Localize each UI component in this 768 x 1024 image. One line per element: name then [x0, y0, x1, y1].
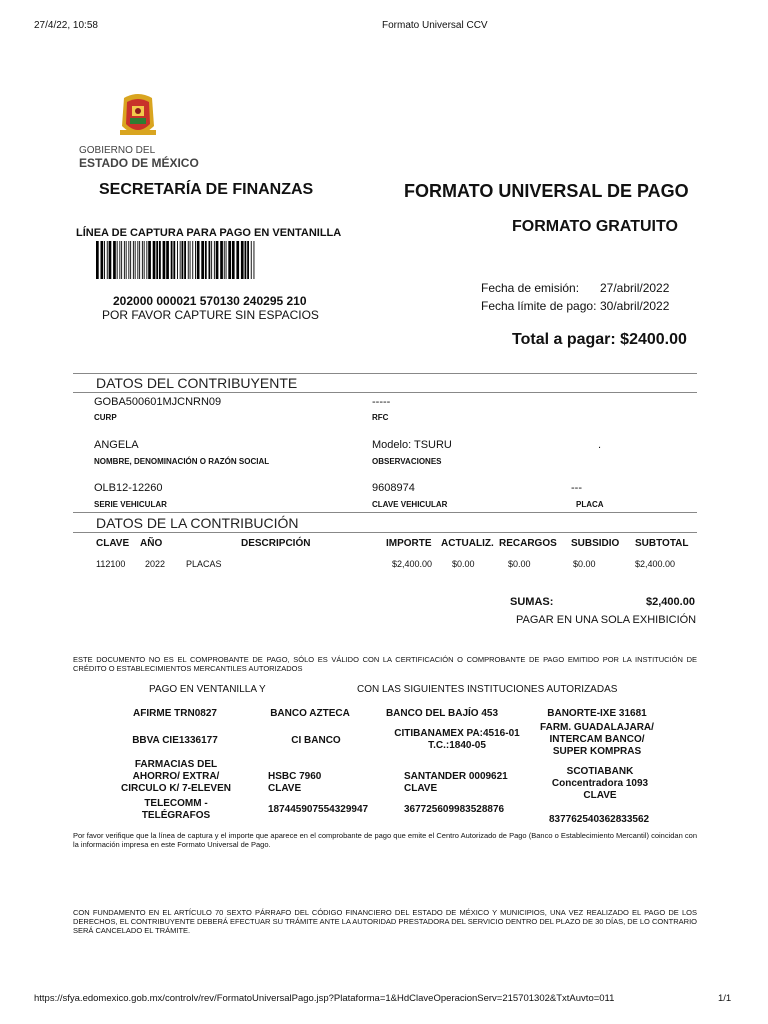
barcode-bar	[153, 241, 156, 279]
exhibicion-note: PAGAR EN UNA SOLA EXHIBICIÓN	[516, 614, 697, 626]
placa-value: ---	[571, 482, 582, 494]
barcode-bar	[101, 241, 104, 279]
total-a-pagar	[512, 331, 687, 349]
inst-bbva: BBVA CIE1336177	[132, 735, 218, 746]
santander-clave-value: 367725609983528876	[404, 804, 505, 815]
barcode-bar	[146, 241, 147, 279]
barcode-bar	[254, 241, 255, 279]
inst-scotiabank: SCOTIABANK Concentradora 1093 CLAVE	[551, 766, 649, 801]
inst-citibanamex: CITIBANAMEX PA:4516-01 T.C.:1840-05	[394, 728, 520, 751]
barcode-bar	[135, 241, 136, 279]
col-actualiz: ACTUALIZ.	[441, 538, 494, 549]
formato-title: FORMATO UNIVERSAL DE PAGO	[404, 181, 689, 201]
rfc-value: -----	[372, 396, 391, 408]
barcode-bar	[163, 241, 166, 279]
linea-captura-label: LÍNEA DE CAPTURA PARA PAGO EN VENTANILLA	[76, 227, 342, 239]
logo-line1: GOBIERNO DEL	[79, 145, 156, 156]
barcode-bar	[205, 241, 207, 279]
capture-note: POR FAVOR CAPTURE SIN ESPACIOS	[102, 308, 319, 322]
barcode-bar	[148, 241, 151, 279]
barcode-bar	[166, 241, 169, 279]
col-clave: CLAVE	[96, 538, 130, 549]
notice-verificacion: Por favor verifique que la línea de captura y el importe que aparece en el comprobante de pago que emite el Centro Autorizado de Pago (Banco o Establecimiento Mercantil) coincidan con la información impresa en este Formato Universal de Pago.	[73, 831, 697, 849]
contribuyente-title: DATOS DEL CONTRIBUYENTE	[96, 375, 298, 391]
nombre-value: ANGELA	[94, 439, 139, 451]
row-clave: 112100	[96, 559, 126, 569]
row-subtotal: $2,400.00	[635, 559, 676, 569]
total-label: Total a pagar:	[512, 331, 616, 348]
barcode-bar	[247, 241, 249, 279]
barcode-bar	[232, 241, 235, 279]
clave-vehicular-label: CLAVE VEHICULAR	[372, 500, 448, 509]
barcode-bar	[177, 241, 178, 279]
barcode	[96, 241, 326, 279]
barcode-bar	[216, 241, 219, 279]
barcode-bar	[142, 241, 143, 279]
barcode-bar	[121, 241, 122, 279]
linea-captura-number: 202000 000021 570130 240295 210	[113, 294, 307, 308]
barcode-bar	[188, 241, 189, 279]
divider-contribuyente-top	[73, 373, 697, 374]
fecha-emision-label: Fecha de emisión:	[481, 281, 580, 295]
barcode-bar	[190, 241, 191, 279]
barcode-bar	[220, 241, 223, 279]
barcode-bar	[144, 241, 145, 279]
observaciones-value: Modelo: TSURU	[372, 439, 452, 451]
inst-azteca: BANCO AZTECA	[270, 708, 350, 719]
barcode-bar	[192, 241, 193, 279]
inst-farmacias-ahorro: FARMACIAS DEL AHORRO/ EXTRA/ CIRCULO K/ 7-ELEVEN	[120, 759, 231, 794]
barcode-bar	[139, 241, 140, 279]
col-importe: IMPORTE	[386, 538, 432, 549]
barcode-bar	[107, 241, 108, 279]
pago-ventanilla: PAGO EN VENTANILLA Y	[149, 684, 266, 695]
barcode-bar	[113, 241, 116, 279]
barcode-bar	[171, 241, 173, 279]
barcode-bar	[182, 241, 184, 279]
notice-fundamento: CON FUNDAMENTO EN EL ARTÍCULO 70 SEXTO PÁRRAFO DEL CÓDIGO FINANCIERO DEL ESTADO DE MÉXICO Y MUNICIPIOS, UNA VEZ REALIZADO EL PAGO DE LOS DERECHOS, EL CONTRIBUYENTE DEBERÁ EFECTUAR SU TRÁMITE ANTE LA AUTORIDAD PRESTADORA DEL SERVICIO DENTRO DEL PLAZO DE 30 DÍAS, DE LO CONTRARIO SERÁ CANCELADO EL TRÁMITE.	[73, 908, 697, 935]
barcode-bar	[226, 241, 227, 279]
col-recargos: RECARGOS	[499, 538, 557, 549]
inst-afirme: AFIRME TRN0827	[133, 708, 217, 719]
contribucion-title: DATOS DE LA CONTRIBUCIÓN	[96, 515, 299, 531]
barcode-bar	[195, 241, 196, 279]
nombre-label: NOMBRE, DENOMINACIÓN O RAZÓN SOCIAL	[94, 457, 270, 466]
barcode-bar	[209, 241, 211, 279]
row-subsidio: $0.00	[573, 559, 596, 569]
inst-banorte: BANORTE-IXE 31681	[547, 708, 647, 719]
formato-gratuito: FORMATO GRATUITO	[512, 218, 678, 235]
print-page-title: Formato Universal CCV	[382, 20, 488, 31]
barcode-bar	[124, 241, 125, 279]
row-anio: 2022	[145, 559, 166, 569]
row-actualiz: $0.00	[452, 559, 475, 569]
barcode-bar	[96, 241, 99, 279]
divider-contribuyente-bottom	[73, 392, 697, 393]
fecha-limite-label: Fecha límite de pago:	[481, 299, 597, 313]
barcode-bar	[224, 241, 225, 279]
secretaria-title: SECRETARÍA DE FINANZAS	[99, 181, 314, 198]
barcode-bar	[128, 241, 129, 279]
sumas-value: $2,400.00	[646, 596, 695, 608]
con-instituciones: CON LAS SIGUIENTES INSTITUCIONES AUTORIZADAS	[357, 684, 618, 695]
barcode-bar	[251, 241, 252, 279]
barcode-bar	[228, 241, 231, 279]
barcode-bar	[201, 241, 204, 279]
serie-value: OLB12-12260	[94, 482, 163, 494]
barcode-bar	[159, 241, 161, 279]
divider-contribucion-bottom	[73, 532, 697, 533]
barcode-bar	[236, 241, 239, 279]
barcode-bar	[173, 241, 175, 279]
print-datetime: 27/4/22, 10:58	[34, 20, 98, 31]
print-url: https://sfya.edomexico.gob.mx/controlv/rev/FormatoUniversalPago.jsp?Plataforma=1&HdClaveOperacionServ=215701302&TxtAuvto=011	[34, 993, 615, 1004]
fecha-limite-value: 30/abril/2022	[600, 299, 670, 313]
divider-contribucion-top	[73, 512, 697, 513]
inst-farm-guadalajara: FARM. GUADALAJARA/ INTERCAM BANCO/ SUPER KOMPRAS	[540, 722, 654, 757]
sumas-label: SUMAS:	[510, 596, 554, 608]
placa-label: PLACA	[576, 500, 604, 509]
barcode-bar	[184, 241, 186, 279]
barcode-bar	[156, 241, 158, 279]
barcode-bar	[126, 241, 127, 279]
barcode-bar	[119, 241, 120, 279]
inst-bajio: BANCO DEL BAJÍO 453	[385, 708, 499, 719]
row-importe: $2,400.00	[392, 559, 433, 569]
notice-comprobante: ESTE DOCUMENTO NO ES EL COMPROBANTE DE PAGO, SÓLO ES VÁLIDO CON LA CERTIFICACIÓN O COMPROBANTE DE PAGO EMITIDO POR LA INSTITUCIÓN DE CRÉDITO O ESTABLECIMIENTOS MERCANTILES AUTORIZADOS	[73, 655, 697, 673]
barcode-bar	[133, 241, 134, 279]
barcode-bar	[137, 241, 138, 279]
inst-hsbc: HSBC 7960 CLAVE	[268, 771, 322, 794]
serie-label: SERIE VEHICULAR	[94, 500, 167, 509]
inst-telecomm: TELECOMM - TELÉGRAFOS	[141, 798, 211, 821]
row-recargos: $0.00	[508, 559, 531, 569]
fecha-emision-value: 27/abril/2022	[600, 281, 670, 295]
inst-cibanco: CI BANCO	[291, 735, 341, 746]
row-descripcion: PLACAS	[186, 559, 222, 569]
curp-value: GOBA500601MJCNRN09	[94, 396, 222, 408]
col-anio: AÑO	[140, 538, 163, 549]
print-page-number: 1/1	[718, 993, 732, 1004]
barcode-bar	[109, 241, 112, 279]
estado-mexico-shield-icon	[114, 92, 162, 142]
barcode-bar	[117, 241, 118, 279]
inst-santander: SANTANDER 0009621 CLAVE	[404, 771, 508, 794]
barcode-bar	[211, 241, 212, 279]
barcode-bar	[130, 241, 131, 279]
barcode-bar	[241, 241, 244, 279]
col-subsidio: SUBSIDIO	[571, 538, 620, 549]
hsbc-clave-value: 187445907554329947	[268, 804, 369, 815]
barcode-bar	[180, 241, 181, 279]
rfc-label: RFC	[372, 413, 389, 422]
observaciones-dot: .	[598, 439, 602, 451]
total-value: $2400.00	[620, 331, 687, 348]
col-descripcion: DESCRIPCIÓN	[241, 538, 311, 549]
barcode-bar	[214, 241, 215, 279]
logo-line2: ESTADO DE MÉXICO	[79, 156, 199, 170]
barcode-bar	[245, 241, 247, 279]
barcode-bar	[197, 241, 200, 279]
col-subtotal: SUBTOTAL	[635, 538, 689, 549]
clave-vehicular-value: 9608974	[372, 482, 415, 494]
scotiabank-clave-value: 837762540362833562	[549, 814, 650, 825]
barcode-bar	[104, 241, 105, 279]
curp-label: CURP	[94, 413, 117, 422]
observaciones-label: OBSERVACIONES	[372, 457, 442, 466]
